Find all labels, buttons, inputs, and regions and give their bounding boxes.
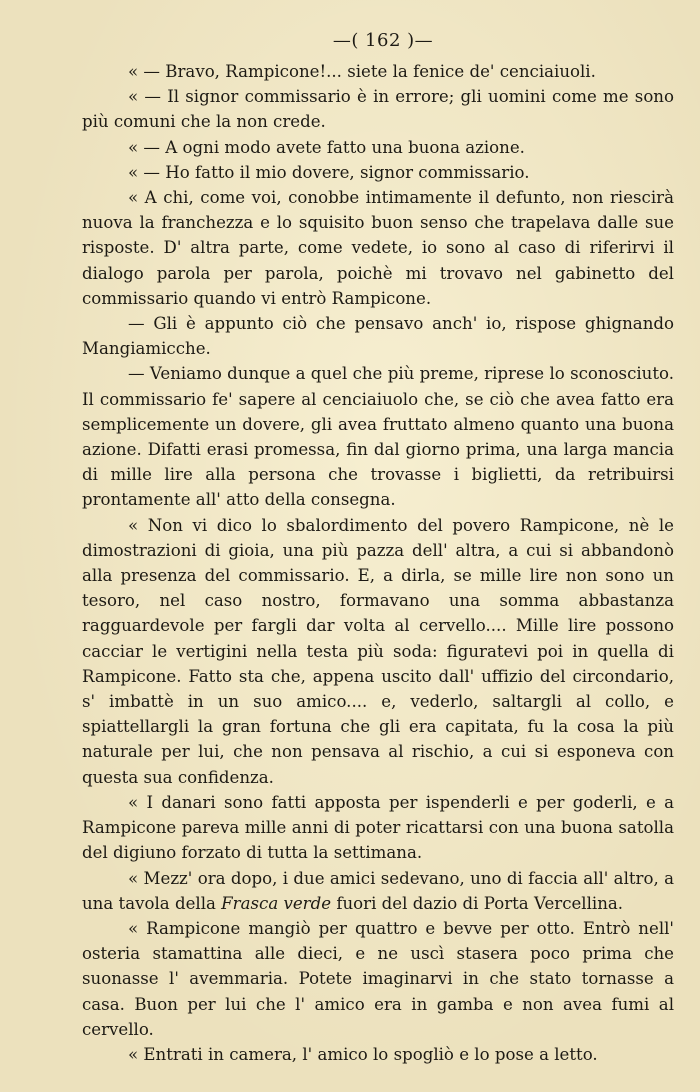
paragraph: — Veniamo dunque a quel che più preme, riprese lo sconosciuto. Il commissario fe' sapere al cenciaiuolo che, se ciò che avea fatto era semplicemente un dovere, gli avea fruttato almeno quanto una buona azione. Difatti erasi promessa, fin dal giorno prima, una larga mancia di mille lire alla persona che trovasse i biglietti, da retribuirsi prontamente all' atto della consegna. <box>82 364 674 510</box>
paragraph: « Entrati in camera, l' amico lo spogliò e lo pose a letto. <box>128 1044 598 1064</box>
paragraph: « Non vi dico lo sbalordimento del povero Rampicone, nè le dimostrazioni di gioia, una più pazza dell' altra, a cui si abbandonò alla presenza del commissario. E, a dirla, se mille lire non sono un tesoro, nel caso nostro, formavano una somma abbastanza ragguardevole per fargli dar volta al cervello.... Mille lire possono cacciar le vertigini nella testa più soda: figuratevi poi in quella di Rampicone. Fatto sta che, appena uscito dall' uffizio del circondario, s' imbattè in un suo amico.... e, vederlo, saltargli al collo, e spiattellargli la gran fortuna che gli era capitata, fu la cosa la più naturale per lui, che non pensava al rischio, a cui si esponeva con questa sua confidenza. <box>82 515 674 787</box>
paragraph: « — Ho fatto il mio dovere, signor commissario. <box>128 162 530 182</box>
paragraph: « — Il signor commissario è in errore; gli uomini come me sono più comuni che la non crede. <box>82 87 674 132</box>
paragraph-text: « Mezz' ora dopo, i due amici sedevano, uno di faccia all' altro, a una tavola della <box>82 868 674 913</box>
tavern-name-italic: Frasca verde <box>221 893 332 913</box>
paragraph: « I danari sono fatti apposta per ispenderli e per goderli, e a Rampicone pareva mille anni di poter ricattarsi con una buona satolla del digiuno forzato di tutta la settimana. <box>82 792 674 863</box>
page-number: —( 162 )— <box>332 30 434 51</box>
paragraph-text-tail: fuori del dazio di Porta Vercellina. <box>331 893 624 913</box>
paragraph: — Gli è appunto ciò che pensavo anch' io, rispose ghignando Mangiamicche. <box>82 314 674 359</box>
paragraph: « — A ogni modo avete fatto una buona azione. <box>128 137 525 157</box>
paragraph-with-italic <box>82 866 674 916</box>
paragraph: « — Bravo, Rampicone!... siete la fenice de' cenciaiuoli. <box>128 62 596 81</box>
paragraph: « Rampicone mangiò per quattro e bevve per otto. Entrò nell' osteria stamattina alle dieci, e ne uscì stasera poco prima che suonasse l' avemmaria. Potete imaginarvi in che stato tornasse a casa. Buon per lui che l' amico era in gamba e non avea fumi al cervello. <box>82 918 674 1039</box>
paragraph: « A chi, come voi, conobbe intimamente il defunto, non riescirà nuova la franchezza e lo squisito buon senso che trapelava dalle sue risposte. D' altra parte, come vedete, io sono al caso di riferirvi il dialogo parola per parola, poichè mi trovavo nel gabinetto del commissario quando vi entrò Rampicone. <box>82 188 674 308</box>
